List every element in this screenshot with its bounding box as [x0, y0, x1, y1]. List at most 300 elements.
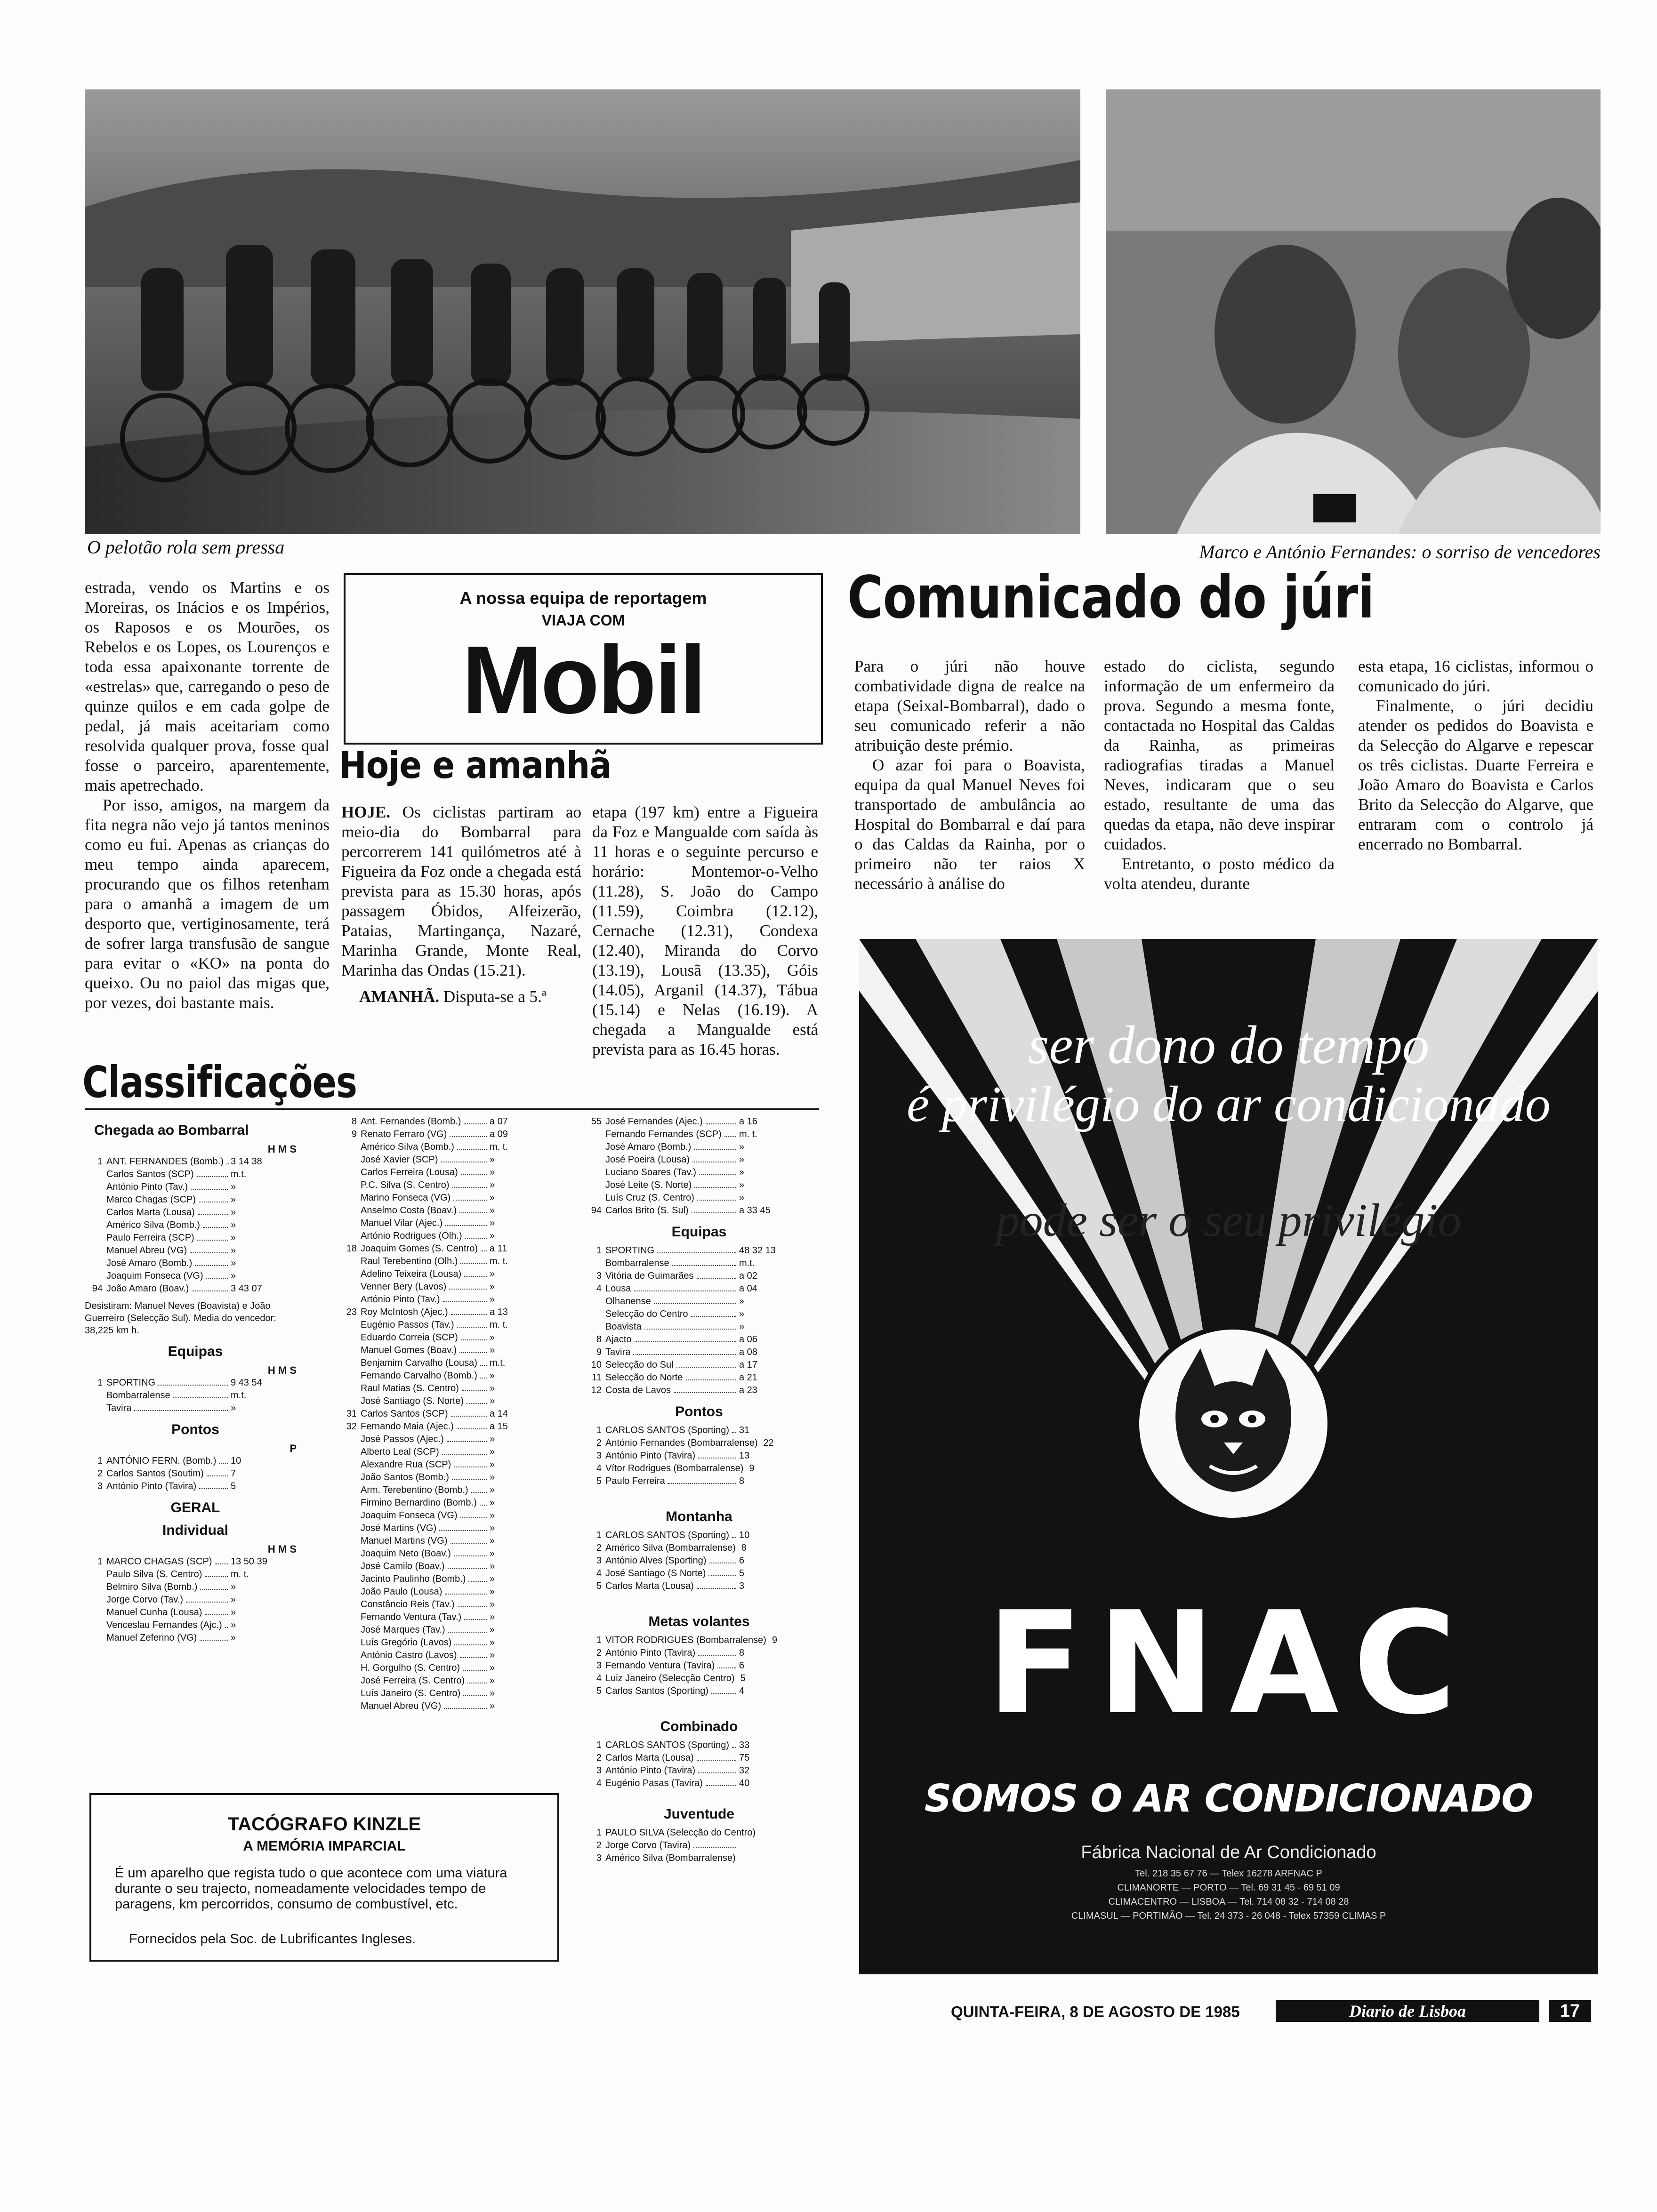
rider-name: Fernando Ventura (Tavira): [605, 1660, 715, 1671]
ad-headline-3: pode ser o seu privilégio: [996, 1194, 1462, 1246]
table-row: [584, 1752, 814, 1764]
rank: 32: [346, 1421, 357, 1432]
leader-dots: [207, 1467, 228, 1476]
result-value: »: [490, 1587, 495, 1597]
rank: [339, 1331, 361, 1344]
table-row: [85, 1606, 306, 1619]
table-row: [85, 1244, 306, 1257]
result-value: »: [231, 1271, 236, 1281]
rider-name: Luís Gregório (Lavos): [361, 1637, 452, 1648]
rank: 3: [596, 1765, 602, 1776]
rider-name: Carlos Ferreira (Lousa): [361, 1167, 458, 1178]
hms-header: H M S: [267, 1143, 297, 1155]
rank: 4: [596, 1463, 602, 1474]
result-value: »: [490, 1370, 495, 1381]
mobil-box: [344, 573, 823, 745]
rank: 1: [596, 1530, 602, 1540]
rank: 4: [596, 1283, 602, 1294]
result-value: »: [490, 1688, 495, 1699]
leader-dots: [709, 1555, 736, 1563]
page-number: 17: [1549, 2000, 1591, 2022]
table-row: [85, 1455, 306, 1467]
rider-name: Marco Chagas (SCP): [106, 1194, 196, 1205]
hoje-text: Os ciclistas partiram ao meio-dia do Bombarral para percorrerem 141 quilómetros até à Figueira da Foz onde a chegada está prevista para as 15.30 horas, após passagem Óbidos, Alfeizerão, Pataias, Martingança, Nazaré, Marinha Grande, Monte Real, Marinha das Ondas (15.21).: [341, 803, 581, 979]
rider-name: Américo Silva (Bomb.): [106, 1220, 200, 1230]
leader-dots: [699, 1166, 736, 1175]
rank: 1: [596, 1740, 602, 1750]
rank: [339, 1560, 361, 1573]
result-value: »: [490, 1383, 495, 1394]
rank: [584, 1295, 605, 1308]
table-row: [85, 1155, 306, 1168]
result-value: 3 14 38: [231, 1156, 262, 1167]
rank: [339, 1382, 361, 1395]
table-row: [339, 1611, 565, 1624]
rank: 1: [596, 1635, 602, 1645]
rank: 1: [97, 1456, 103, 1466]
rank: 9: [351, 1129, 357, 1139]
table-row: [85, 1581, 306, 1594]
table-row: [339, 1560, 565, 1573]
rank: [85, 1594, 106, 1606]
rider-name: António Pinto (Tavira): [106, 1481, 197, 1491]
rider-name: Paulo Ferreira: [605, 1476, 665, 1486]
rider-name: João Paulo (Lousa): [361, 1587, 442, 1597]
leader-dots: [463, 1687, 487, 1696]
result-value: »: [490, 1612, 495, 1622]
table-row: [584, 1450, 814, 1462]
rank: [339, 1357, 361, 1370]
table-row: [85, 1194, 306, 1206]
leader-dots: [205, 1568, 228, 1577]
leader-dots: [460, 1649, 487, 1658]
table-row: [85, 1555, 306, 1568]
rider-name: Vítor Rodrigues (Bombarralense): [605, 1463, 744, 1474]
classificacoes-col1: [85, 1115, 306, 1644]
result-value: »: [490, 1625, 495, 1635]
table-row: [339, 1281, 565, 1293]
result-value: »: [490, 1167, 495, 1178]
table-row: [85, 1377, 306, 1389]
rank: 3: [596, 1660, 602, 1671]
rider-name: Paulo Ferreira (SCP): [106, 1233, 194, 1243]
riders-caption: Marco e António Fernandes: o sorriso de vencedores: [1199, 541, 1601, 562]
table-row: [85, 1219, 306, 1232]
comunicado-col1: [854, 657, 1085, 894]
kinzle-title: TACÓGRAFO KINZLE: [227, 1814, 421, 1835]
rider-name: Paulo Silva (S. Centro): [106, 1569, 202, 1579]
result-value: »: [231, 1182, 236, 1192]
chegada-title: Chegada ao Bombarral: [94, 1122, 249, 1138]
chegada-list: [85, 1155, 306, 1295]
result-value: a 33 45: [739, 1205, 771, 1216]
rider-name: Tavira: [106, 1403, 132, 1413]
leader-dots: [200, 1581, 228, 1590]
result-value: 9: [772, 1635, 778, 1645]
result-value: a 14: [490, 1409, 508, 1419]
result-value: »: [739, 1154, 745, 1165]
equipas-list: [85, 1377, 306, 1415]
table-row: [339, 1573, 565, 1586]
pontos-header: P: [290, 1443, 297, 1454]
table-row: [339, 1293, 565, 1306]
table-row: [339, 1471, 565, 1484]
table-row: [584, 1555, 814, 1567]
rank: [339, 1268, 361, 1281]
table-row: [85, 1270, 306, 1282]
rank: [339, 1547, 361, 1560]
result-value: 6: [739, 1555, 745, 1566]
rider-name: Selecção do Norte: [605, 1372, 683, 1383]
table-row: [339, 1370, 565, 1382]
classificacoes-title: Classificações: [82, 1057, 357, 1107]
rank: [339, 1319, 361, 1331]
metas-list: [584, 1634, 814, 1698]
result-value: »: [490, 1650, 495, 1660]
result-value: »: [231, 1207, 236, 1218]
footer-paper-name: [1276, 2000, 1539, 2022]
table-row: [339, 1446, 565, 1459]
table-row: [584, 1659, 814, 1672]
table-row: [339, 1217, 565, 1230]
leader-dots: [706, 1777, 736, 1786]
leader-dots: [732, 1529, 736, 1538]
rider-name: Joaquim Fonseca (VG): [106, 1271, 203, 1281]
table-row: [85, 1402, 306, 1415]
table-row: [584, 1141, 814, 1154]
rider-name: Carlos Santos (SCP): [106, 1169, 194, 1179]
rank: [339, 1649, 361, 1662]
comunicado-paragraph: Para o júri não houve combatividade digna de realce na etapa (Seixal-Bombarral), dado o seu comunicado referir a não atribuição deste prémio.: [854, 657, 1085, 754]
leader-dots: [706, 1115, 736, 1124]
rank: [339, 1154, 361, 1166]
table-row: [584, 1839, 814, 1852]
rider-name: Carlos Marta (Lousa): [106, 1207, 195, 1218]
leader-dots: [457, 1420, 487, 1429]
rider-name: Fernando Carvalho (Bomb.): [361, 1370, 477, 1381]
table-row: [339, 1115, 565, 1128]
rider-name: Luiz Janeiro (Selecção Centro): [605, 1673, 735, 1683]
rank: 3: [596, 1555, 602, 1566]
leader-dots: [134, 1402, 228, 1411]
result-value: »: [490, 1485, 495, 1495]
table-row: [584, 1295, 814, 1308]
rider-name: José Ferreira (S. Centro): [361, 1675, 465, 1686]
table-row: [339, 1535, 565, 1547]
rider-name: Ajacto: [605, 1334, 632, 1345]
mobil-box-line1: A nossa equipa de reportagem: [459, 588, 707, 608]
result-value: a 09: [490, 1129, 508, 1139]
result-value: »: [739, 1193, 745, 1203]
fnac-ad: [859, 939, 1598, 1974]
rank: 2: [596, 1648, 602, 1658]
rank: 8: [596, 1334, 602, 1345]
rank: [584, 1257, 605, 1270]
result-value: m. t.: [490, 1256, 508, 1266]
result-value: a 17: [739, 1360, 757, 1370]
rider-name: Joaquim Gomes (S. Centro): [361, 1243, 478, 1254]
rank: [339, 1395, 361, 1408]
leader-dots: [697, 1270, 737, 1279]
ad-contact-line: CLIMASUL — PORTIMÃO — Tel. 24 373 - 26 048 - Telex 57359 CLIMAS P: [1071, 1911, 1386, 1921]
classificacoes-rule: [85, 1108, 819, 1110]
leader-dots: [644, 1321, 736, 1330]
leader-dots: [459, 1204, 487, 1213]
rank: [339, 1141, 361, 1154]
rank: [85, 1606, 106, 1619]
leader-dots: [444, 1700, 487, 1709]
leader-dots: [674, 1384, 736, 1393]
leader-dots: [692, 1154, 736, 1162]
result-value: »: [490, 1498, 495, 1508]
rank: 12: [591, 1385, 602, 1395]
rider-name: António Fernandes (Bombarralense): [605, 1438, 758, 1448]
rider-name: Alexandre Rua (SCP): [361, 1459, 451, 1470]
table-row: [339, 1420, 565, 1433]
table-row: [584, 1128, 814, 1141]
rank: [339, 1446, 361, 1459]
table-row: [584, 1270, 814, 1282]
rank: 1: [596, 1425, 602, 1435]
rank: [85, 1194, 106, 1206]
hms-header: H M S: [267, 1364, 297, 1376]
result-value: 8: [741, 1543, 747, 1553]
rider-name: Manuel Abreu (VG): [361, 1701, 442, 1711]
rider-name: António Pinto (Tavira): [605, 1765, 696, 1776]
rider-name: Eugénio Pasas (Tavira): [605, 1778, 703, 1788]
ad-slogan: SOMOS O AR CONDICIONADO: [924, 1777, 1533, 1820]
leader-dots: [451, 1306, 487, 1315]
leader-dots: [465, 1230, 487, 1239]
rank: [85, 1632, 106, 1644]
rider-name: Firmino Bernardino (Bomb.): [361, 1498, 477, 1508]
leader-dots: [197, 1168, 228, 1177]
individual-title: Individual: [162, 1523, 228, 1538]
rank: 3: [596, 1853, 602, 1863]
rider-name: Luís Janeiro (S. Centro): [361, 1688, 461, 1699]
table-row: [339, 1522, 565, 1535]
table-row: [584, 1371, 814, 1384]
result-value: »: [490, 1663, 495, 1673]
geral-top-list: [584, 1115, 814, 1217]
rank: 3: [596, 1451, 602, 1461]
rank: [339, 1687, 361, 1700]
rank: [339, 1509, 361, 1522]
table-row: [85, 1389, 306, 1402]
pontos-title: Pontos: [171, 1422, 219, 1437]
leader-dots: [457, 1319, 487, 1328]
rider-name: Tavira: [605, 1347, 631, 1357]
table-row: [339, 1204, 565, 1217]
rank: 2: [97, 1468, 103, 1479]
montanha-title: Montanha: [666, 1509, 732, 1524]
rider-name: Fernando Fernandes (SCP): [605, 1129, 722, 1139]
rider-name: Fernando Maia (Ajec.): [361, 1421, 454, 1432]
rider-name: Bombarralense: [106, 1390, 170, 1401]
ad-headline-2: é privilégio do ar condicionado: [907, 1076, 1551, 1132]
rider-name: Marino Fonseca (VG): [361, 1193, 451, 1203]
result-value: [739, 1839, 814, 1852]
article-paragraph: estrada, vendo os Martins e os Moreiras, os Inácios e os Impérios, os Raposos e os Mourões, os Rebelos e os Lopes, os Lourenços e toda essa apaixonante torrente de «estrelas» que, carregando o peso de quinze quilos e em cada golpe de pedal, já mais aceitariam como resolvida qualquer prova, fosse qual fosse o parceiro, aparentemente, mais apetrechado.: [85, 578, 330, 794]
table-row: [85, 1568, 306, 1581]
rank: [339, 1675, 361, 1687]
rider-name: Arm. Terebentino (Bomb.): [361, 1485, 468, 1495]
leader-dots: [468, 1573, 487, 1582]
rank: [339, 1281, 361, 1293]
result-value: a 23: [739, 1385, 757, 1395]
rider-name: Vitória de Guimarães: [605, 1271, 694, 1281]
rank: [339, 1535, 361, 1547]
leader-dots: [458, 1598, 487, 1607]
rank: [339, 1573, 361, 1586]
result-value: 9: [749, 1463, 755, 1474]
rider-name: SPORTING: [605, 1245, 655, 1256]
result-value: 5: [231, 1481, 236, 1491]
result-value: »: [231, 1403, 236, 1413]
result-value: »: [490, 1637, 495, 1648]
leader-dots: [190, 1244, 228, 1253]
table-row: [85, 1480, 306, 1493]
rank: [339, 1370, 361, 1382]
leader-dots: [443, 1293, 487, 1302]
table-row: [584, 1257, 814, 1270]
table-row: [339, 1687, 565, 1700]
rider-name: ANT. FERNANDES (Bomb.): [106, 1156, 224, 1167]
table-row: [339, 1636, 565, 1649]
rider-name: António Castro (Lavos): [361, 1650, 457, 1660]
rank: 11: [592, 1372, 602, 1383]
result-value: 4: [739, 1686, 745, 1696]
leader-dots: [449, 1281, 487, 1290]
result-value: 5: [740, 1673, 746, 1683]
combinado-list: [584, 1739, 814, 1790]
leader-dots: [441, 1154, 487, 1162]
result-value: »: [490, 1561, 495, 1571]
rank: [85, 1581, 106, 1594]
table-row: [584, 1333, 814, 1346]
rider-name: António Pinto (Tavira): [605, 1648, 696, 1658]
rank: 23: [346, 1307, 357, 1317]
table-row: [339, 1586, 565, 1598]
table-row: [85, 1257, 306, 1270]
leader-dots: [697, 1752, 736, 1761]
rider-name: Américo Silva (Bomb.): [361, 1142, 454, 1152]
rider-name: Bombarralense: [605, 1258, 669, 1268]
leader-dots: [192, 1282, 228, 1291]
rider-name: Manuel Zeferino (VG): [106, 1633, 197, 1643]
leader-dots: [200, 1632, 228, 1641]
leader-dots: [633, 1346, 736, 1355]
table-row: [339, 1141, 565, 1154]
table-row: [85, 1467, 306, 1480]
leader-dots: [448, 1560, 487, 1569]
table-row: [584, 1739, 814, 1752]
rank: [339, 1166, 361, 1179]
rider-name: Carlos Santos (SCP): [361, 1409, 448, 1419]
leader-dots: [461, 1331, 487, 1340]
rider-name: Fernando Ventura (Tav.): [361, 1612, 462, 1622]
result-value: 40: [739, 1778, 750, 1788]
leader-dots: [657, 1244, 736, 1253]
ad-contact-line: CLIMANORTE — PORTO — Tel. 69 31 45 - 69 51 09: [1117, 1883, 1340, 1893]
result-value: »: [739, 1322, 745, 1332]
leader-dots: [442, 1446, 487, 1455]
result-value: »: [490, 1231, 495, 1241]
comunicado-title: Comunicado do júri: [847, 564, 1375, 632]
amanha-route: etapa (197 km) entre a Figueira da Foz e Mangualde com saída às 11 horas e o seguinte percurso e horário: Montemor-o-Velho (11.28), S. João do Campo (11.59), Coimbra (12.12), Cernache (12.31), Condexa (12.40), Miranda do Corvo (13.19), Lousã (13.35), Góis (14.05), Arganil (14.37), Tábua (15.14) e Nelas (16.19). A chegada a Mangualde está prevista para as 16.45 horas.: [592, 803, 818, 1058]
rider-name: Belmiro Silva (Bomb.): [106, 1582, 198, 1592]
rider-name: Joaquim Fonseca (VG): [361, 1510, 458, 1521]
table-row: [584, 1346, 814, 1359]
rank: [339, 1484, 361, 1497]
rider-name: MARCO CHAGAS (SCP): [106, 1556, 212, 1567]
rider-name: Artónio Rodrigues (Olh.): [361, 1231, 462, 1241]
leader-dots: [698, 1647, 736, 1656]
leader-dots: [454, 1547, 487, 1556]
rank: [584, 1154, 605, 1166]
rank: [85, 1619, 106, 1632]
table-row: [584, 1567, 814, 1580]
leader-dots: [206, 1270, 228, 1279]
rank: [339, 1179, 361, 1192]
rider-name: Luís Cruz (S. Centro): [605, 1193, 694, 1203]
rank: [584, 1141, 605, 1154]
rider-name: José Camilo (Boav.): [361, 1561, 445, 1571]
rider-name: H. Gorgulho (S. Centro): [361, 1663, 460, 1673]
result-value: »: [231, 1633, 236, 1643]
result-value: m. t.: [490, 1320, 508, 1330]
rank: [85, 1270, 106, 1282]
result-value: »: [739, 1180, 745, 1190]
rider-name: Lousa: [605, 1283, 631, 1294]
table-row: [584, 1672, 814, 1685]
leader-dots: [463, 1662, 487, 1671]
rider-name: Eduardo Correia (SCP): [361, 1332, 458, 1343]
table-row: [339, 1662, 565, 1675]
rank: 94: [591, 1205, 602, 1216]
result-value: »: [231, 1233, 236, 1243]
table-row: [339, 1382, 565, 1395]
result-value: 7: [231, 1468, 236, 1479]
rider-name: Anselmo Costa (Boav.): [361, 1205, 457, 1216]
leader-dots: [698, 1764, 736, 1773]
pontos-list: [584, 1424, 814, 1488]
leader-dots: [467, 1395, 487, 1404]
rider-name: Manuel Gomes (Boav.): [361, 1345, 457, 1355]
ad-headline-1: ser dono do tempo: [1028, 1015, 1430, 1075]
table-row: [339, 1408, 565, 1420]
rank: [584, 1179, 605, 1192]
table-row: [85, 1206, 306, 1219]
result-value: »: [490, 1447, 495, 1457]
ad-contact-line: CLIMACENTRO — LISBOA — Tel. 714 08 32 - 714 08 28: [1108, 1897, 1349, 1907]
rank: [339, 1700, 361, 1713]
table-row: [339, 1319, 565, 1331]
rider-name: António Pinto (Tavira): [605, 1451, 696, 1461]
rider-name: Venceslau Fernandes (Ajc.): [106, 1620, 222, 1630]
classificacoes-col3: [584, 1115, 814, 1865]
comunicado-paragraph: estado do ciclista, segundo informação de um enfermeiro da prova. Segundo a mesma fonte, contactada no Hospital das Caldas da Rainha, as primeiras radiografias tiradas a Manuel Neves, indicaram que o seu estado, resultante de uma das quedas da etapa, não deve inspirar cuidados.: [1104, 657, 1335, 853]
leader-dots: [635, 1333, 736, 1342]
result-value: »: [490, 1459, 495, 1470]
rider-name: Raul Terebentino (Olh.): [361, 1256, 458, 1266]
rank: [339, 1230, 361, 1242]
desistencias-note: Desistiram: Manuel Neves (Boavista) e João Guerreiro (Selecção Sul). Media do vencedor: 38,225 km h.: [85, 1301, 276, 1336]
rank: 1: [596, 1245, 602, 1256]
table-row: [339, 1357, 565, 1370]
table-row: [584, 1580, 814, 1593]
rank: [85, 1389, 106, 1402]
